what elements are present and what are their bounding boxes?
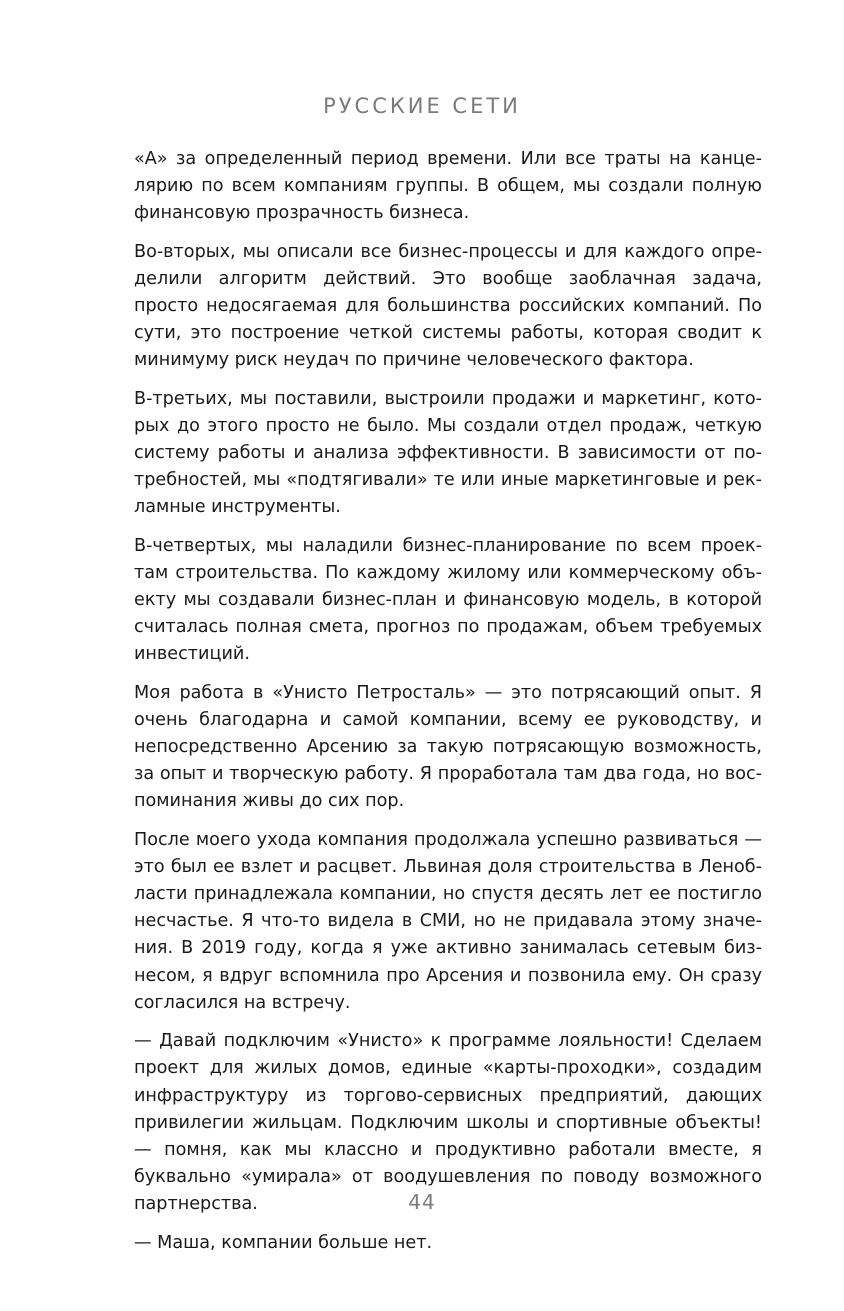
- paragraph: После моего ухода компания продолжала успешно развиваться — это был ее взлет и расцвет. Львиная доля строительства в Ленобласти принадлежала компании, но спустя десять лет ее постигло несчастье. Я что-то видела в СМИ, но не придавала этому значения. В 2019 году, когда я уже активно занималась сетевым бизнесом, я вдруг вспомнила про Арсения и позвонила ему. Он сразу согласился на встречу.: [134, 829, 762, 1013]
- paragraph: В-четвертых, мы наладили бизнес-планирование по всем проектам строительства. По каждому жилому или коммерческому объекту мы создавали бизнес-план и финансовую модель, в которой считалась полная смета, прогноз по продажам, объем требуемых инвестиций.: [134, 535, 762, 665]
- body-text: [134, 146, 762, 1268]
- paragraph: — Маша, компании больше нет.: [134, 1232, 433, 1253]
- running-head: РУССКИЕ СЕТИ: [323, 94, 521, 118]
- page-number: 44: [408, 1190, 436, 1214]
- paragraph: Во-вторых, мы описали все бизнес-процессы и для каждого определили алгоритм действий. Это вообще заоблачная задача, просто недосягаемая для большинства российских компаний. По сути, это построение четкой системы работы, которая сводит к минимуму риск неудач по причине человеческого фактора.: [134, 241, 762, 371]
- paragraph: Моя работа в «Унисто Петросталь» — это потрясающий опыт. Я очень благодарна и самой компании, всему ее руководству, и непосредственно Арсению за такую потрясающую возможность, за опыт и творческую работу. Я проработала там два года, но воспоминания живы до сих пор.: [134, 682, 762, 812]
- paragraph: В-третьих, мы поставили, выстроили продажи и маркетинг, которых до этого просто не было. Мы создали отдел продаж, четкую систему работы и анализа эффективности. В зависимости от потребностей, мы «подтягивали» те или иные маркетинговые и рекламные инструменты.: [134, 388, 762, 518]
- paragraph: «А» за определенный период времени. Или все траты на канцелярию по всем компаниям группы. В общем, мы создали полную финансовую прозрачность бизнеса.: [134, 149, 762, 224]
- paragraph: — Давай подключим «Унисто» к программе лояльности! Сделаем проект для жилых домов, единые «карты-проходки», создадим инфраструктуру из торгово-сервисных предприятий, дающих привилегии жильцам. Подключим школы и спортивные объекты! — помня, как мы классно и продуктивно работали вместе, я буквально «умирала» от воодушевления по поводу возможного партнерства.: [134, 1031, 762, 1215]
